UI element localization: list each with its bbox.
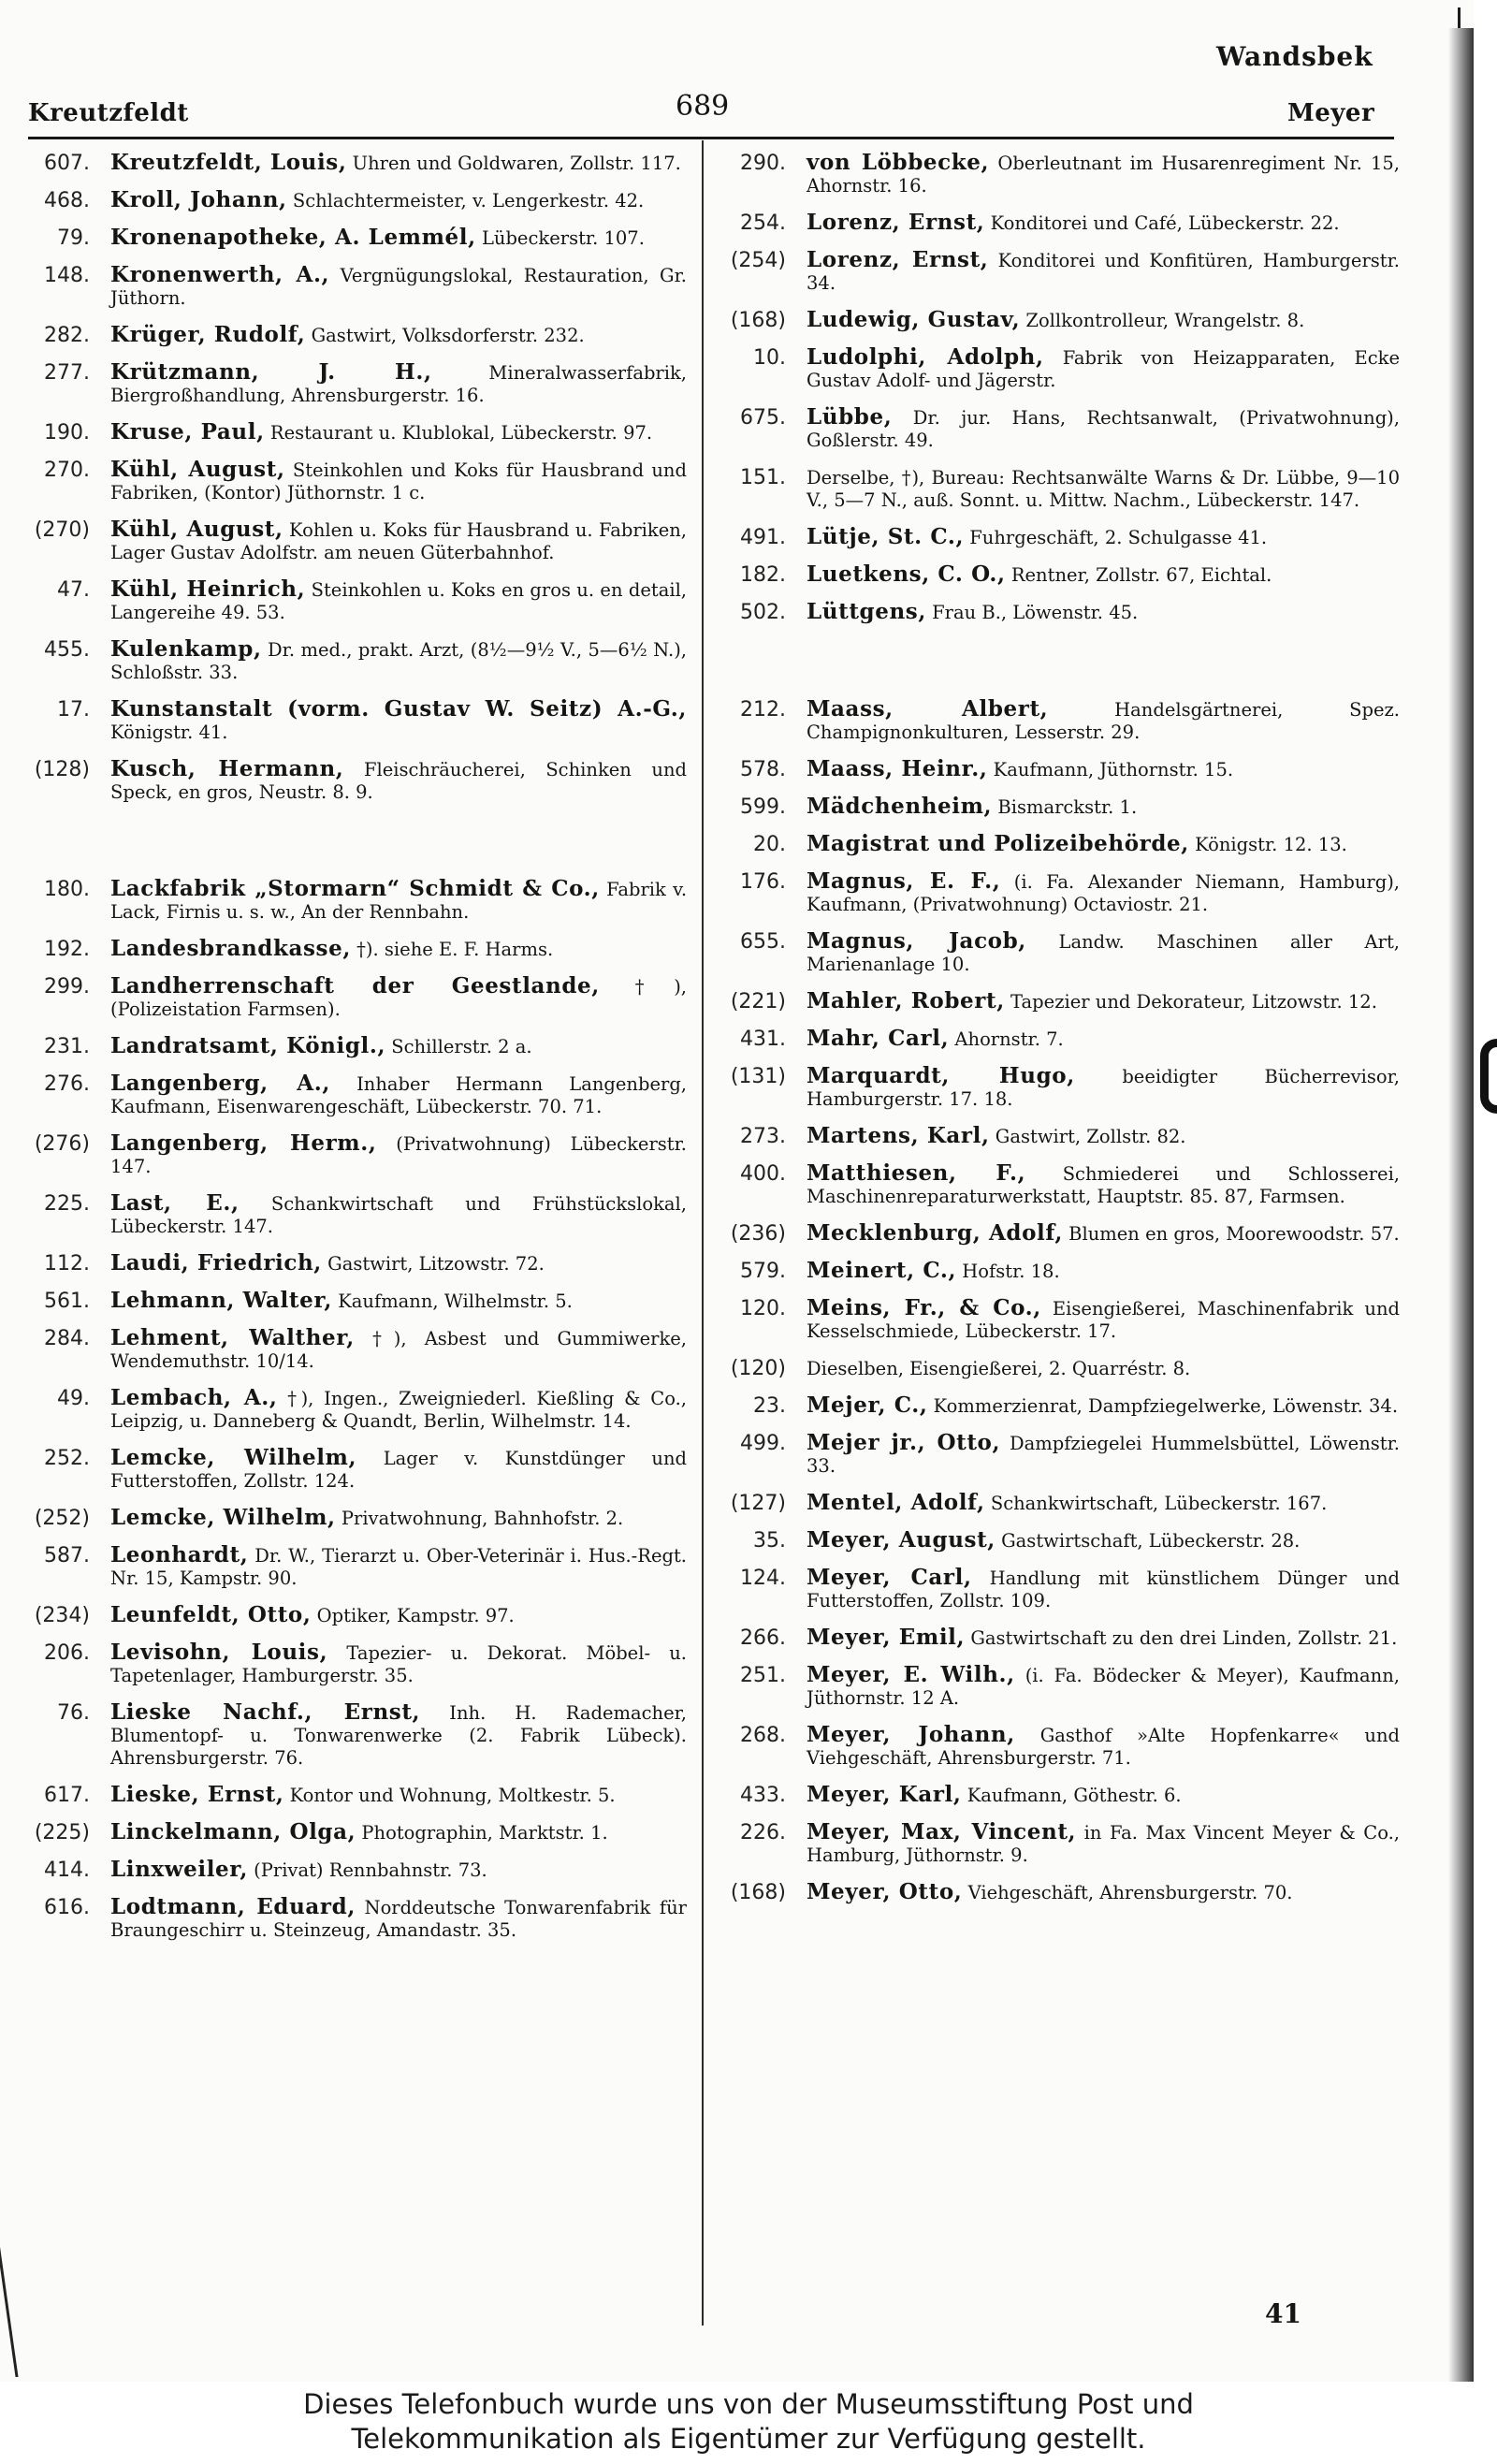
directory-entry bbox=[21, 578, 687, 624]
directory-entry bbox=[717, 870, 1400, 916]
phone-number: (254) bbox=[730, 249, 786, 272]
subscriber-name: Lorenz, Ernst, bbox=[807, 247, 989, 272]
directory-entry bbox=[21, 1604, 687, 1627]
subscriber-details: (i. Fa. Alexander Niemann, Hamburg), Kaufmann, (Privatwohnung) Octaviostr. 21. bbox=[807, 871, 1400, 915]
subscriber-name: Meyer, Otto, bbox=[807, 1879, 963, 1904]
directory-entry bbox=[717, 1821, 1400, 1867]
subscriber-name: Langenberg, A., bbox=[110, 1071, 330, 1096]
phone-number: 49. bbox=[57, 1387, 90, 1410]
subscriber-details: Tapezier- u. Dekorat. Möbel- u. Tapetenlager, Hamburgerstr. 35. bbox=[110, 1642, 687, 1686]
subscriber-name: Ludewig, Gustav, bbox=[807, 307, 1021, 332]
directory-entry bbox=[717, 249, 1400, 295]
phone-number: 284. bbox=[44, 1327, 90, 1350]
phone-number: (221) bbox=[730, 990, 786, 1013]
phone-number: 35. bbox=[753, 1529, 786, 1553]
subscriber-name: Mejer jr., Otto, bbox=[807, 1430, 1001, 1455]
subscriber-details: Kontor und Wohnung, Moltkestr. 5. bbox=[289, 1785, 616, 1806]
directory-entry bbox=[717, 1260, 1400, 1283]
phone-number: 400. bbox=[740, 1162, 786, 1186]
directory-entry bbox=[21, 459, 687, 504]
subscriber-details: Inh. H. Rademacher, Blumentopf- u. Tonwarenwerke (2. Fabrik Lübeck). Ahrensburgerstr. 76. bbox=[110, 1702, 687, 1769]
subscriber-details: Handelsgärtnerei, Spez. Champignonkulturen, Lesserstr. 29. bbox=[807, 699, 1401, 743]
subscriber-name: Kühl, August, bbox=[110, 457, 285, 482]
directory-entry bbox=[21, 264, 687, 310]
phone-number: 655. bbox=[740, 930, 786, 954]
phone-number: 616. bbox=[44, 1896, 90, 1919]
subscriber-details: Fabrik von Heizapparaten, Ecke Gustav Adolf- und Jägerstr. bbox=[807, 347, 1400, 391]
subscriber-name: Mejer, C., bbox=[807, 1392, 928, 1418]
phone-number: 499. bbox=[740, 1432, 786, 1455]
phone-number: (234) bbox=[34, 1604, 90, 1627]
phone-number: (168) bbox=[730, 309, 786, 332]
subscriber-name: Maass, Albert, bbox=[807, 696, 1049, 722]
subscriber-details: Dieselben, Eisengießerei, 2. Quarréstr. 8. bbox=[807, 1358, 1191, 1379]
directory-entry bbox=[717, 466, 1400, 512]
directory-entry bbox=[21, 1821, 687, 1844]
subscriber-details: in Fa. Max Vincent Meyer & Co., Hamburg, Jüthornstr. 9. bbox=[807, 1822, 1400, 1866]
subscriber-details: Gastwirt, Litzowstr. 72. bbox=[327, 1253, 545, 1275]
phone-number: (252) bbox=[34, 1507, 90, 1530]
directory-entry bbox=[717, 1567, 1400, 1612]
phone-number: 431. bbox=[740, 1028, 786, 1051]
phone-number: 290. bbox=[740, 152, 786, 175]
phone-number: 182. bbox=[740, 563, 786, 587]
directory-entry bbox=[21, 1507, 687, 1530]
subscriber-name: Kühl, Heinrich, bbox=[110, 576, 306, 602]
subscriber-details: Mineralwasserfabrik, Biergroßhandlung, Ahrensburgerstr. 16. bbox=[110, 362, 687, 406]
phone-number: (128) bbox=[34, 758, 90, 781]
subscriber-details: Derselbe, †), Bureau: Rechtsanwälte Warns & Dr. Lübbe, 9—10 V., 5—7 N., auß. Sonnt. u. Mittw. Nachm., Lübeckerstr. 147. bbox=[807, 467, 1400, 511]
directory-entry bbox=[21, 152, 687, 175]
phone-number: (270) bbox=[34, 518, 90, 542]
directory-entry bbox=[21, 361, 687, 407]
subscriber-name: Kroll, Johann, bbox=[110, 187, 287, 212]
phone-number: 148. bbox=[44, 264, 90, 287]
phone-number: 270. bbox=[44, 459, 90, 482]
directory-entry bbox=[717, 1664, 1400, 1710]
subscriber-name: Lorenz, Ernst, bbox=[807, 210, 985, 235]
phone-number: 124. bbox=[740, 1567, 786, 1590]
subscriber-name: Lütje, St. C., bbox=[807, 524, 965, 549]
directory-entry bbox=[717, 406, 1400, 452]
subscriber-details: Konditorei und Café, Lübeckerstr. 22. bbox=[990, 212, 1340, 234]
subscriber-name: Kronenapotheke, A. Lemmél, bbox=[110, 225, 476, 250]
phone-number: 190. bbox=[44, 421, 90, 445]
phone-number: 607. bbox=[44, 152, 90, 175]
directory-entry bbox=[21, 1327, 687, 1373]
subscriber-name: von Löbbecke, bbox=[807, 150, 990, 175]
subscriber-details: Eisengießerei, Maschinenfabrik und Kesselschmiede, Lübeckerstr. 17. bbox=[807, 1298, 1400, 1342]
directory-entry bbox=[717, 758, 1400, 781]
directory-entry bbox=[717, 211, 1400, 235]
directory-entry bbox=[717, 346, 1400, 392]
subscriber-details: (Privatwohnung) Lübeckerstr. 147. bbox=[110, 1133, 687, 1177]
right-column bbox=[717, 152, 1400, 1918]
directory-entry bbox=[717, 601, 1400, 624]
subscriber-details: Königstr. 12. 13. bbox=[1195, 834, 1347, 855]
subscriber-name: Ludolphi, Adolph, bbox=[807, 344, 1044, 370]
subscriber-details: Photographin, Marktstr. 1. bbox=[361, 1822, 608, 1844]
subscriber-details: Dr. jur. Hans, Rechtsanwalt, (Privatwohnung), Goßlerstr. 49. bbox=[807, 407, 1400, 451]
footer-line-1: Dieses Telefonbuch wurde uns von der Museumsstiftung Post und bbox=[303, 2388, 1194, 2420]
subscriber-name: Mahler, Robert, bbox=[807, 988, 1005, 1013]
subscriber-details: Norddeutsche Tonwarenfabrik für Braungeschirr u. Steinzeug, Amandastr. 35. bbox=[110, 1897, 688, 1941]
subscriber-details: †), Ingen., Zweigniederl. Kießling & Co., Leipzig, u. Danneberg & Quandt, Berlin, Wilhelmstr. 14. bbox=[110, 1388, 687, 1432]
phone-number: 176. bbox=[740, 870, 786, 894]
subscriber-name: Landratsamt, Königl., bbox=[110, 1033, 386, 1058]
subscriber-name: Linxweiler, bbox=[110, 1857, 248, 1882]
directory-entry bbox=[717, 1724, 1400, 1770]
directory-entry bbox=[717, 526, 1400, 549]
directory-entry bbox=[21, 1701, 687, 1770]
section-gap bbox=[717, 638, 1400, 698]
section-gap bbox=[21, 818, 687, 878]
subscriber-name: Maass, Heinr., bbox=[807, 756, 988, 781]
directory-entry bbox=[21, 421, 687, 445]
subscriber-name: Meyer, Karl, bbox=[807, 1782, 962, 1807]
phone-number: (120) bbox=[730, 1357, 786, 1380]
subscriber-name: Landherrenschaft der Geestlande, bbox=[110, 973, 600, 999]
subscriber-details: Uhren und Goldwaren, Zollstr. 117. bbox=[352, 153, 681, 174]
phone-number: (131) bbox=[730, 1065, 786, 1088]
subscriber-name: Meyer, E. Wilh., bbox=[807, 1662, 1015, 1687]
directory-entry bbox=[21, 1072, 687, 1118]
directory-entry bbox=[21, 518, 687, 564]
phone-number: 579. bbox=[740, 1260, 786, 1283]
directory-entry bbox=[717, 1626, 1400, 1650]
directory-entry bbox=[21, 1641, 687, 1687]
directory-entry bbox=[21, 226, 687, 250]
phone-number: 76. bbox=[57, 1701, 90, 1725]
subscriber-name: Meyer, Carl, bbox=[807, 1565, 972, 1590]
subscriber-name: Leunfeldt, Otto, bbox=[110, 1602, 312, 1627]
phone-number: 468. bbox=[44, 189, 90, 212]
subscriber-name: Lackfabrik „Stormarn“ Schmidt & Co., bbox=[110, 876, 600, 901]
subscriber-name: Marquardt, Hugo, bbox=[807, 1063, 1075, 1088]
directory-entry bbox=[21, 1252, 687, 1276]
phone-number: 254. bbox=[740, 211, 786, 235]
subscriber-details: Kaufmann, Wilhelmstr. 5. bbox=[338, 1290, 573, 1312]
subscriber-details: Fuhrgeschäft, 2. Schulgasse 41. bbox=[969, 527, 1268, 548]
directory-entry bbox=[717, 152, 1400, 197]
subscriber-details: Bismarckstr. 1. bbox=[997, 796, 1138, 818]
subscriber-name: Martens, Karl, bbox=[807, 1123, 990, 1148]
spine-mark bbox=[0, 2237, 47, 2377]
phone-number: 599. bbox=[740, 795, 786, 819]
directory-entry bbox=[21, 638, 687, 684]
running-header-right: Meyer bbox=[1287, 99, 1375, 127]
subscriber-details: Dampfziegelei Hummelsbüttel, Löwenstr. 33. bbox=[807, 1433, 1400, 1477]
running-header-left: Kreutzfeldt bbox=[28, 99, 189, 127]
phone-number: 299. bbox=[44, 975, 90, 999]
subscriber-name: Mahr, Carl, bbox=[807, 1026, 950, 1051]
directory-entry bbox=[21, 1447, 687, 1493]
subscriber-details: Gastwirt, Volksdorferstr. 232. bbox=[311, 325, 585, 346]
subscriber-name: Last, E., bbox=[110, 1190, 240, 1216]
directory-entry bbox=[21, 324, 687, 347]
subscriber-name: Laudi, Friedrich, bbox=[110, 1250, 322, 1276]
footer-line-2: Telekommunikation als Eigentümer zur Verfügung gestellt. bbox=[351, 2423, 1146, 2455]
subscriber-details: †), Asbest und Gummiwerke, Wendemuthstr. 10/14. bbox=[110, 1328, 688, 1372]
directory-entry bbox=[717, 1162, 1400, 1208]
phone-number: 251. bbox=[740, 1664, 786, 1687]
next-page-bleed bbox=[1480, 1039, 1497, 1114]
subscriber-details: Handlung mit künstlichem Dünger und Futterstoffen, Zollstr. 109. bbox=[807, 1567, 1400, 1611]
phone-number: (236) bbox=[730, 1222, 786, 1246]
directory-entry bbox=[717, 1784, 1400, 1807]
phone-number: 578. bbox=[740, 758, 786, 781]
phone-number: 268. bbox=[740, 1724, 786, 1747]
subscriber-name: Lehment, Walther, bbox=[110, 1325, 355, 1350]
directory-entry bbox=[21, 698, 687, 744]
subscriber-details: Landw. Maschinen aller Art, Marienanlage 10. bbox=[807, 931, 1400, 975]
directory-entry bbox=[21, 1387, 687, 1433]
phone-number: 206. bbox=[44, 1641, 90, 1665]
subscriber-details: Hofstr. 18. bbox=[962, 1261, 1060, 1282]
subscriber-name: Mecklenburg, Adolf, bbox=[807, 1220, 1063, 1246]
directory-entry bbox=[717, 698, 1400, 744]
subscriber-name: Lieske, Ernst, bbox=[110, 1782, 284, 1807]
directory-entry bbox=[21, 878, 687, 924]
phone-number: (127) bbox=[730, 1492, 786, 1515]
subscriber-name: Kühl, August, bbox=[110, 517, 283, 542]
subscriber-details: Fabrik v. Lack, Firnis u. s. w., An der Rennbahn. bbox=[110, 879, 688, 923]
phone-number: 10. bbox=[753, 346, 786, 370]
subscriber-details: Lübeckerstr. 107. bbox=[481, 227, 645, 249]
subscriber-details: Steinkohlen u. Koks en gros u. en detail, Langereihe 49. 53. bbox=[110, 579, 687, 623]
header-rule bbox=[28, 137, 1394, 139]
subscriber-name: Meyer, August, bbox=[807, 1527, 996, 1553]
phone-number: 273. bbox=[740, 1125, 786, 1148]
directory-entry bbox=[717, 1394, 1400, 1418]
subscriber-details: (i. Fa. Bödecker & Meyer), Kaufmann, Jüthornstr. 12 A. bbox=[807, 1665, 1400, 1709]
left-column bbox=[21, 152, 687, 1956]
phone-number: 47. bbox=[57, 578, 90, 602]
subscriber-details: Rentner, Zollstr. 67, Eichtal. bbox=[1010, 564, 1272, 586]
directory-entry bbox=[717, 563, 1400, 587]
column-divider bbox=[702, 140, 704, 2325]
subscriber-name: Kusch, Hermann, bbox=[110, 756, 344, 781]
directory-entry bbox=[21, 1544, 687, 1590]
subscriber-details: †). siehe E. F. Harms. bbox=[356, 939, 554, 960]
subscriber-details: Schankwirtschaft und Frühstückslokal, Lübeckerstr. 147. bbox=[110, 1193, 687, 1237]
subscriber-details: Gastwirt, Zollstr. 82. bbox=[995, 1126, 1186, 1147]
directory-entry bbox=[717, 1065, 1400, 1111]
subscriber-name: Mädchenheim, bbox=[807, 794, 993, 819]
subscriber-name: Lieske Nachf., Ernst, bbox=[110, 1699, 421, 1725]
subscriber-details: Zollkontrolleur, Wrangelstr. 8. bbox=[1025, 310, 1305, 331]
subscriber-details: Schillerstr. 2 a. bbox=[391, 1036, 532, 1057]
directory-entry bbox=[21, 1859, 687, 1882]
directory-entry bbox=[717, 930, 1400, 976]
directory-entry bbox=[21, 1192, 687, 1238]
subscriber-details: Kaufmann, Göthestr. 6. bbox=[967, 1785, 1182, 1806]
directory-entry bbox=[717, 990, 1400, 1013]
phone-number: 192. bbox=[44, 938, 90, 961]
phone-number: (276) bbox=[34, 1132, 90, 1156]
directory-entry bbox=[717, 795, 1400, 819]
subscriber-name: Krützmann, J. H., bbox=[110, 359, 432, 385]
subscriber-name: Magistrat und Polizeibehörde, bbox=[807, 831, 1189, 856]
subscriber-details: Gasthof »Alte Hopfenkarre« und Viehgeschäft, Ahrensburgerstr. 71. bbox=[807, 1725, 1401, 1769]
phone-number: 252. bbox=[44, 1447, 90, 1470]
phone-number: 675. bbox=[740, 406, 786, 430]
phone-number: 455. bbox=[44, 638, 90, 662]
subscriber-name: Langenberg, Herm., bbox=[110, 1130, 377, 1156]
phone-number: 276. bbox=[44, 1072, 90, 1096]
subscriber-details: Vergnügungslokal, Restauration, Gr. Jüthorn. bbox=[110, 265, 687, 309]
directory-entry bbox=[717, 1432, 1400, 1478]
page-header-number: 689 bbox=[676, 90, 730, 123]
phone-number: 491. bbox=[740, 526, 786, 549]
phone-number: 266. bbox=[740, 1626, 786, 1650]
subscriber-name: Kruse, Paul, bbox=[110, 419, 265, 445]
subscriber-name: Matthiesen, F., bbox=[807, 1160, 1026, 1186]
phone-number: 79. bbox=[57, 226, 90, 250]
subscriber-details: Inhaber Hermann Langenberg, Kaufmann, Eisenwarengeschäft, Lübeckerstr. 70. 71. bbox=[110, 1073, 688, 1117]
phone-number: 617. bbox=[44, 1784, 90, 1807]
page-edge-shadow bbox=[1448, 28, 1474, 2382]
subscriber-name: Magnus, E. F., bbox=[807, 868, 1001, 894]
phone-number: 414. bbox=[44, 1859, 90, 1882]
subscriber-name: Lehmann, Walter, bbox=[110, 1288, 333, 1313]
subscriber-details: Schmiederei und Schlosserei, Maschinenreparaturwerkstatt, Hauptstr. 85. 87, Farmsen. bbox=[807, 1163, 1400, 1207]
subscriber-name: Leonhardt, bbox=[110, 1542, 249, 1567]
page-number: 41 bbox=[1265, 2298, 1301, 2329]
subscriber-details: Tapezier und Dekorateur, Litzowstr. 12. bbox=[1010, 991, 1377, 1013]
directory-entry bbox=[21, 1784, 687, 1807]
subscriber-name: Lemcke, Wilhelm, bbox=[110, 1445, 357, 1470]
subscriber-name: Lüttgens, bbox=[807, 599, 926, 624]
directory-entry bbox=[717, 309, 1400, 332]
phone-number: 225. bbox=[44, 1192, 90, 1216]
subscriber-name: Lodtmann, Eduard, bbox=[110, 1894, 356, 1919]
subscriber-name: Kronenwerth, A., bbox=[110, 262, 330, 287]
phone-number: 20. bbox=[753, 833, 786, 856]
subscriber-details: Fleischräucherei, Schinken und Speck, en gros, Neustr. 8. 9. bbox=[110, 759, 687, 803]
subscriber-details: Lager v. Kunstdünger und Futterstoffen, Zollstr. 124. bbox=[110, 1448, 688, 1492]
subscriber-name: Magnus, Jacob, bbox=[807, 928, 1026, 954]
subscriber-name: Kunstanstalt (vorm. Gustav W. Seitz) A.-G., bbox=[110, 696, 687, 722]
phone-number: 180. bbox=[44, 878, 90, 901]
subscriber-details: Gastwirtschaft zu den drei Linden, Zollstr. 21. bbox=[970, 1627, 1398, 1649]
directory-entry bbox=[717, 1297, 1400, 1343]
phone-number: 587. bbox=[44, 1544, 90, 1567]
phone-number: 282. bbox=[44, 324, 90, 347]
phone-number: 231. bbox=[44, 1035, 90, 1058]
directory-entry bbox=[21, 938, 687, 961]
directory-entry bbox=[21, 1035, 687, 1058]
directory-entry bbox=[717, 1357, 1400, 1380]
directory-entry bbox=[717, 1222, 1400, 1246]
subscriber-details: Oberleutnant im Husarenregiment Nr. 15, Ahornstr. 16. bbox=[807, 153, 1400, 197]
phone-number: 561. bbox=[44, 1290, 90, 1313]
directory-entry bbox=[717, 1028, 1400, 1051]
phone-number: 277. bbox=[44, 361, 90, 385]
subscriber-name: Meinert, C., bbox=[807, 1258, 957, 1283]
subscriber-details: †), (Polizeistation Farmsen). bbox=[110, 976, 687, 1020]
subscriber-details: Blumen en gros, Moorewoodstr. 57. bbox=[1068, 1223, 1400, 1245]
subscriber-name: Kreutzfeldt, Louis, bbox=[110, 150, 347, 175]
phone-number: 112. bbox=[44, 1252, 90, 1276]
phone-number: 226. bbox=[740, 1821, 786, 1844]
subscriber-name: Kulenkamp, bbox=[110, 636, 262, 662]
directory-entry bbox=[717, 1492, 1400, 1515]
directory-entry bbox=[21, 1896, 687, 1942]
subscriber-details: Gastwirtschaft, Lübeckerstr. 28. bbox=[1001, 1530, 1301, 1552]
subscriber-details: Konditorei und Konfitüren, Hamburgerstr. 34. bbox=[807, 250, 1400, 294]
subscriber-details: Restaurant u. Klublokal, Lübeckerstr. 97. bbox=[269, 422, 653, 444]
subscriber-name: Meyer, Max, Vincent, bbox=[807, 1819, 1077, 1844]
phone-number: 17. bbox=[57, 698, 90, 722]
subscriber-details: Königstr. 41. bbox=[110, 722, 228, 743]
directory-entry bbox=[717, 833, 1400, 856]
directory-entry bbox=[21, 1290, 687, 1313]
phone-number: 433. bbox=[740, 1784, 786, 1807]
phone-number: 151. bbox=[740, 466, 786, 489]
subscriber-name: Lembach, A., bbox=[110, 1385, 278, 1410]
subscriber-details: Dr. W., Tierarzt u. Ober-Veterinär i. Hus.-Regt. Nr. 15, Kampstr. 90. bbox=[110, 1545, 687, 1589]
subscriber-details: beeidigter Bücherrevisor, Hamburgerstr. 17. 18. bbox=[807, 1066, 1400, 1110]
subscriber-name: Lübbe, bbox=[807, 404, 893, 430]
subscriber-name: Meins, Fr., & Co., bbox=[807, 1295, 1041, 1320]
phone-number: 212. bbox=[740, 698, 786, 722]
subscriber-name: Landesbrandkasse, bbox=[110, 936, 351, 961]
subscriber-name: Linckelmann, Olga, bbox=[110, 1819, 356, 1844]
phone-number: (168) bbox=[730, 1881, 786, 1904]
directory-entry bbox=[717, 1529, 1400, 1553]
phone-number: 502. bbox=[740, 601, 786, 624]
directory-entry bbox=[717, 1881, 1400, 1904]
subscriber-name: Lemcke, Wilhelm, bbox=[110, 1505, 336, 1530]
subscriber-name: Krüger, Rudolf, bbox=[110, 322, 306, 347]
phone-number: 23. bbox=[753, 1394, 786, 1418]
subscriber-details: Frau B., Löwenstr. 45. bbox=[932, 602, 1139, 623]
directory-entry bbox=[717, 1125, 1400, 1148]
directory-entry bbox=[21, 758, 687, 804]
subscriber-details: Viehgeschäft, Ahrensburgerstr. 70. bbox=[967, 1882, 1293, 1903]
subscriber-details: Kommerzienrat, Dampfziegelwerke, Löwenstr. 34. bbox=[933, 1395, 1399, 1417]
subscriber-details: Kaufmann, Jüthornstr. 15. bbox=[993, 759, 1234, 780]
attribution-footer bbox=[0, 2382, 1497, 2464]
subscriber-name: Mentel, Adolf, bbox=[807, 1490, 985, 1515]
directory-entry bbox=[21, 975, 687, 1021]
subscriber-details: Privatwohnung, Bahnhofstr. 2. bbox=[341, 1508, 624, 1529]
subscriber-name: Levisohn, Louis, bbox=[110, 1640, 328, 1665]
subscriber-details: Steinkohlen und Koks für Hausbrand und Fabriken, (Kontor) Jüthornstr. 1 c. bbox=[110, 459, 687, 503]
subscriber-details: Schankwirtschaft, Lübeckerstr. 167. bbox=[990, 1493, 1328, 1514]
phone-number: 120. bbox=[740, 1297, 786, 1320]
running-header-town: Wandsbek bbox=[1216, 41, 1373, 72]
subscriber-name: Meyer, Johann, bbox=[807, 1722, 1015, 1747]
subscriber-details: (Privat) Rennbahnstr. 73. bbox=[254, 1859, 487, 1881]
subscriber-details: Ahornstr. 7. bbox=[954, 1028, 1064, 1050]
directory-entry bbox=[21, 189, 687, 212]
phone-number: (225) bbox=[34, 1821, 90, 1844]
subscriber-details: Kohlen u. Koks für Hausbrand u. Fabriken, Lager Gustav Adolfstr. am neuen Güterbahnhof. bbox=[110, 519, 687, 563]
subscriber-name: Luetkens, C. O., bbox=[807, 561, 1006, 587]
subscriber-name: Meyer, Emil, bbox=[807, 1625, 966, 1650]
subscriber-details: Optiker, Kampstr. 97. bbox=[316, 1605, 515, 1626]
directory-entry bbox=[21, 1132, 687, 1178]
subscriber-details: Schlachtermeister, v. Lengerkestr. 42. bbox=[292, 190, 645, 211]
subscriber-details: Dr. med., prakt. Arzt, (8½—9½ V., 5—6½ N.), Schloßstr. 33. bbox=[110, 639, 687, 683]
